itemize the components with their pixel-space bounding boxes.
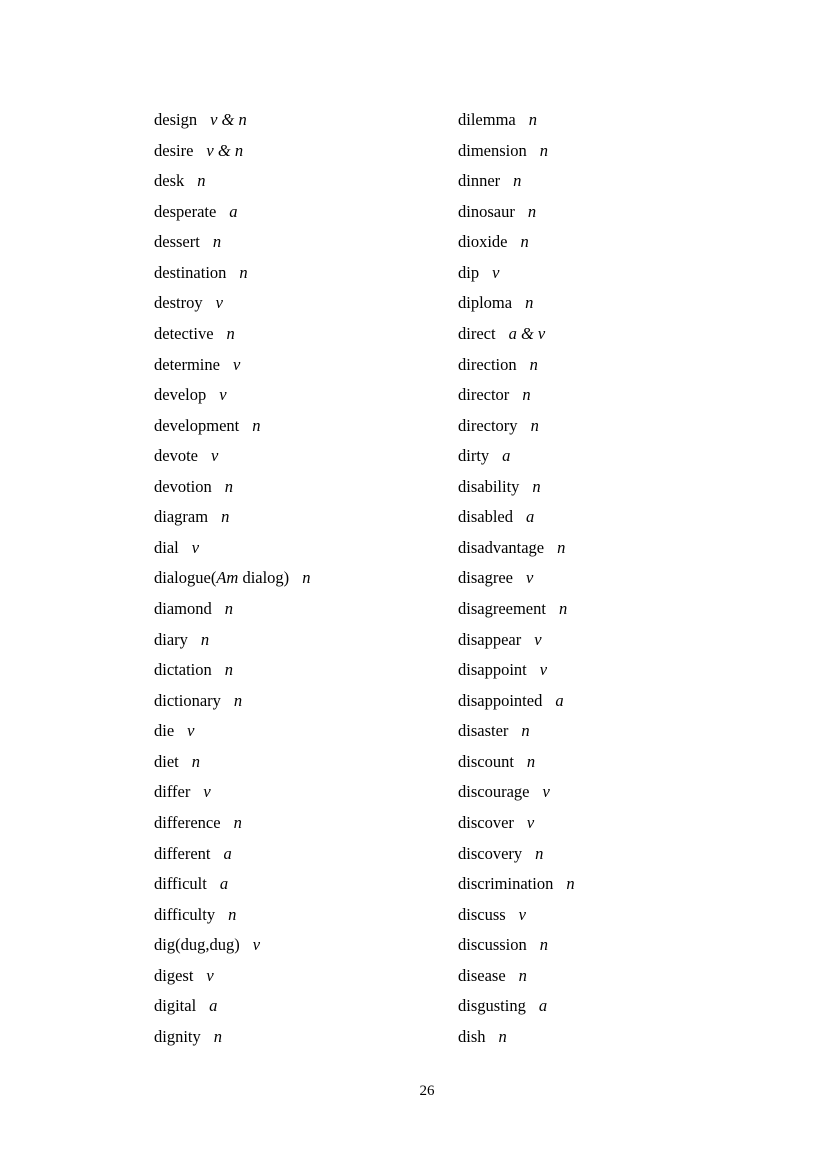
entry-pos: v [534, 629, 542, 649]
word-entry [458, 961, 575, 992]
entry-word: disappointed [458, 690, 543, 710]
entry-pos: v [542, 782, 550, 802]
word-entry [154, 839, 310, 870]
entry-pos: v [525, 568, 534, 588]
entry-pos: a [526, 507, 535, 527]
entry-word: diary [154, 629, 188, 649]
entry-pos: n [498, 1026, 507, 1046]
entry-pos: v & n [210, 110, 247, 129]
entry-word: difficulty [154, 904, 216, 924]
word-entry [154, 686, 310, 717]
entry-pos: n [557, 537, 566, 557]
entry-pos: v & n [206, 140, 244, 160]
entry-word: disgusting [458, 996, 526, 1016]
entry-word: disadvantage [458, 537, 545, 557]
word-list-column-right [458, 105, 575, 1052]
word-list-column-left [154, 105, 310, 1052]
word-entry [154, 258, 310, 289]
word-entry [458, 747, 575, 778]
word-entry [458, 594, 575, 625]
entry-word: destination [154, 262, 227, 282]
entry-word: determine [154, 354, 220, 374]
entry-word: dilemma [458, 110, 516, 129]
entry-word: dictionary [154, 690, 221, 710]
entry-word: dessert [154, 232, 200, 252]
word-entry [458, 1022, 575, 1053]
entry-pos: n [522, 385, 531, 405]
word-entry [458, 136, 575, 167]
word-entry [458, 166, 575, 197]
entry-word: desire [154, 140, 194, 160]
entry-pos: v [203, 782, 211, 802]
word-entry [458, 869, 575, 900]
entry-pos: a [538, 996, 548, 1016]
entry-word: disabled [458, 507, 513, 527]
entry-pos: v [526, 812, 535, 832]
entry-word: design [154, 110, 198, 129]
entry-word: dish [458, 1026, 486, 1046]
page-number: 26 [419, 1083, 435, 1099]
entry-word: desk [154, 171, 185, 191]
entry-pos: n [539, 140, 548, 160]
word-entry [154, 900, 310, 931]
entry-word: difference [154, 812, 221, 832]
word-entry [154, 136, 310, 167]
entry-pos: v [539, 660, 548, 680]
entry-pos: n [527, 201, 537, 221]
word-entry [154, 502, 310, 533]
entry-pos: n [539, 935, 549, 955]
word-entry [154, 563, 310, 594]
entry-pos: n [191, 751, 200, 771]
word-entry [458, 502, 575, 533]
word-entry [154, 197, 310, 228]
word-entry [154, 411, 310, 442]
word-entry [458, 227, 575, 258]
entry-word: dictation [154, 660, 212, 680]
entry-pos: n [526, 751, 536, 771]
entry-word: develop [154, 385, 207, 405]
word-entry [458, 839, 575, 870]
entry-word: development [154, 415, 240, 435]
entry-pos: n [221, 507, 230, 527]
entry-word: devote [154, 446, 198, 466]
word-entry [154, 441, 310, 472]
entry-pos: v [219, 385, 227, 405]
entry-pos: n [233, 690, 243, 710]
entry-pos: n [529, 354, 538, 374]
word-entry [458, 777, 575, 808]
word-entry [458, 105, 575, 136]
entry-pos: a [502, 446, 511, 466]
entry-word: difficult [154, 874, 207, 894]
entry-pos: n [530, 415, 539, 435]
entry-word: dinner [458, 171, 501, 191]
entry-pos: n [252, 415, 261, 435]
entry-word: disagree [458, 568, 513, 588]
entry-word: desperate [154, 201, 217, 221]
entry-word: dignity [154, 1026, 201, 1046]
entry-word: dial [154, 537, 179, 557]
entry-pos: n [528, 110, 537, 129]
entry-pos: n [197, 171, 206, 191]
word-entry [458, 380, 575, 411]
entry-word: detective [154, 323, 214, 343]
word-entry [154, 961, 310, 992]
entry-word: disagreement [458, 599, 546, 618]
entry-pos: a [209, 996, 218, 1016]
entry-pos: n [239, 262, 248, 282]
entry-pos: n [233, 812, 242, 832]
entry-pos: v [232, 354, 241, 374]
word-entry [458, 350, 575, 381]
entry-pos: v [187, 721, 195, 741]
word-entry [154, 747, 310, 778]
entry-word: destroy [154, 293, 203, 313]
entry-word: digest [154, 965, 194, 985]
entry-pos: n [520, 232, 529, 252]
entry-pos: a [219, 874, 229, 894]
word-entry [154, 105, 310, 136]
word-entry [458, 655, 575, 686]
entry-pos: n [212, 232, 222, 252]
entry-word: directory [458, 415, 518, 435]
entry-pos: v [215, 293, 223, 313]
entry-pos: n [302, 568, 311, 588]
word-entry [458, 686, 575, 717]
entry-word: disaster [458, 721, 509, 741]
word-entry [154, 716, 310, 747]
word-entry [154, 594, 310, 625]
entry-pos: a & v [508, 323, 546, 343]
entry-word: dialogue(Am dialog) [154, 568, 290, 588]
word-entry [154, 869, 310, 900]
word-entry [458, 472, 575, 503]
entry-word: different [154, 843, 211, 863]
word-entry [154, 533, 310, 564]
word-entry [458, 197, 575, 228]
word-entry [458, 930, 575, 961]
entry-word: dip [458, 262, 480, 282]
entry-pos: n [513, 171, 522, 191]
word-entry [154, 1022, 310, 1053]
entry-word: discourage [458, 782, 530, 802]
word-entry [458, 288, 575, 319]
entry-word: differ [154, 782, 191, 802]
word-entry [154, 288, 310, 319]
entry-word: devotion [154, 476, 212, 496]
entry-word: discovery [458, 843, 523, 863]
word-entry [458, 441, 575, 472]
entry-word: disappear [458, 629, 522, 649]
word-entry [154, 777, 310, 808]
word-entry [458, 991, 575, 1022]
entry-pos: n [558, 599, 568, 618]
entry-pos: n [224, 660, 233, 680]
word-entry [154, 350, 310, 381]
entry-word: dioxide [458, 232, 508, 252]
word-entry [458, 533, 575, 564]
entry-pos: v [206, 965, 214, 985]
entry-pos: n [200, 629, 210, 649]
word-entry [458, 563, 575, 594]
entry-pos: n [535, 843, 544, 863]
entry-pos: v [252, 935, 261, 955]
entry-word: disappoint [458, 660, 527, 680]
entry-word: dimension [458, 140, 527, 160]
entry-pos: a [229, 201, 238, 221]
entry-pos: n [532, 476, 541, 496]
entry-word: discover [458, 812, 514, 832]
entry-pos: n [226, 323, 235, 343]
entry-word: diet [154, 751, 179, 771]
word-entry [154, 472, 310, 503]
entry-pos: v [492, 262, 500, 282]
entry-pos: a [223, 843, 232, 863]
entry-word: discussion [458, 935, 527, 955]
word-entry [154, 808, 310, 839]
entry-word: dirty [458, 446, 490, 466]
entry-word: discount [458, 751, 514, 771]
word-entry [154, 930, 310, 961]
word-entry [154, 166, 310, 197]
word-entry [458, 808, 575, 839]
entry-pos: n [213, 1026, 223, 1046]
word-entry [154, 227, 310, 258]
word-entry [458, 716, 575, 747]
entry-pos: n [566, 874, 575, 894]
entry-word: dig(dug,dug) [154, 935, 240, 955]
entry-word: die [154, 721, 175, 741]
entry-word: disability [458, 476, 520, 496]
entry-pos: v [210, 446, 219, 466]
entry-pos: v [518, 904, 526, 924]
entry-word: discuss [458, 904, 506, 924]
entry-word: director [458, 385, 510, 405]
entry-word: diploma [458, 293, 513, 313]
entry-pos: n [224, 476, 233, 496]
entry-word: dinosaur [458, 201, 515, 221]
word-entry [154, 991, 310, 1022]
entry-pos: a [555, 690, 564, 710]
entry-pos: n [525, 293, 534, 313]
entry-pos: n [521, 721, 530, 741]
entry-pos: n [518, 965, 527, 985]
word-entry [458, 319, 575, 350]
word-entry [458, 411, 575, 442]
word-entry [154, 655, 310, 686]
entry-word: direct [458, 323, 496, 343]
entry-word: disease [458, 965, 506, 985]
entry-word: discrimination [458, 874, 554, 894]
word-entry [154, 625, 310, 656]
word-entry [458, 258, 575, 289]
word-entry [154, 319, 310, 350]
word-entry [154, 380, 310, 411]
entry-pos: n [228, 904, 237, 924]
entry-pos: n [224, 599, 233, 618]
entry-word: digital [154, 996, 197, 1016]
word-entry [458, 900, 575, 931]
entry-word: diagram [154, 507, 209, 527]
entry-pos: v [191, 537, 200, 557]
entry-word: direction [458, 354, 517, 374]
word-entry [458, 625, 575, 656]
entry-word: diamond [154, 599, 212, 618]
